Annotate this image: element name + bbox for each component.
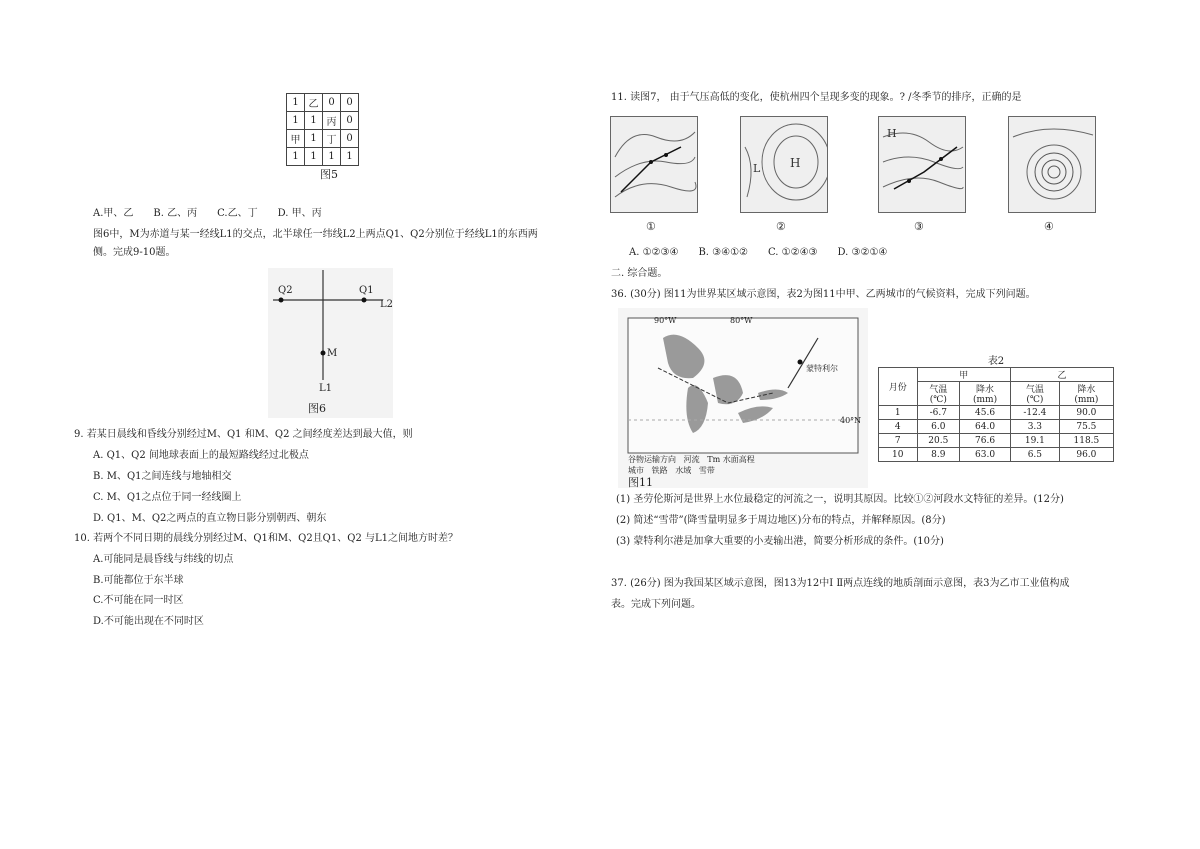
figure-6-caption: 图6: [308, 402, 326, 415]
svg-text:L: L: [753, 162, 761, 175]
weather-map-4-label: ④: [1044, 220, 1054, 233]
table-row: 7 20.5 76.6 19.1 118.5: [879, 434, 1114, 448]
point-q1: [362, 298, 367, 303]
q9-option-c: C. M、Q1之点位于同一经线圈上: [93, 492, 242, 503]
header-yi: 乙: [1010, 368, 1113, 382]
weather-map-3: [878, 116, 966, 213]
grid-cell: 0: [341, 130, 359, 148]
q11-options: A. ①②③④ B. ③④①② C. ①②④③ D. ③②①④: [629, 247, 888, 258]
label-q2: Q2: [278, 285, 293, 296]
weather-map-1: [610, 116, 698, 213]
q37-line1: 37. (26分) 图为我国某区域示意图，图13为12中Ⅰ Ⅱ两点连线的地质剖面示意图，表3为乙市工业值构成: [611, 578, 1070, 589]
q36-stem: 36. (30分) 图11为世界某区域示意图，表2为图11中甲、乙两城市的气候资料，完成下列问题。: [611, 289, 1036, 300]
q10-stem: 10. 若两个不同日期的晨线分别经过M、Q1和M、Q2且Q1、Q2 与L1之间地方时差？: [74, 533, 458, 544]
q10-option-c: C.不可能在同一时区: [93, 595, 184, 606]
grid-cell: 1: [305, 148, 323, 166]
grid-cell: 1: [287, 112, 305, 130]
legend-grain-route: 谷物运输方向: [628, 455, 676, 464]
grid-cell: 丙: [323, 112, 341, 130]
grid-cell: 1: [305, 112, 323, 130]
legend-river: 河流: [683, 455, 700, 464]
grid-cell: 0: [341, 94, 359, 112]
label-l1: L1: [319, 383, 333, 394]
header-precip-jia: 降水 (mm): [960, 382, 1011, 406]
table-row: 10 8.9 63.0 6.5 96.0: [879, 448, 1114, 462]
label-40n: 40°N: [840, 416, 862, 425]
section-2-heading: 二. 综合题。: [611, 268, 668, 279]
grid-row: [287, 94, 359, 112]
grid-row: [287, 112, 359, 130]
header-temp-yi: 气温 (℃): [1010, 382, 1059, 406]
legend-railway: 铁路: [651, 466, 668, 475]
grid-cell: 1: [341, 148, 359, 166]
svg-text:H: H: [790, 156, 801, 170]
grid-row: [287, 148, 359, 166]
grid-cell: 乙: [305, 94, 323, 112]
figure-11-caption: 图11: [628, 476, 653, 489]
header-month: 月份: [879, 368, 918, 406]
legend-water-elevation: Tm 水面高程: [707, 455, 755, 464]
figure-5: [286, 93, 372, 182]
weather-map-3-label: ③: [914, 220, 924, 233]
header-jia: 甲: [917, 368, 1010, 382]
q36-sub2: (2) 简述“雪带”(降雪量明显多于周边地区)分布的特点，并解释原因。(8分): [616, 515, 946, 526]
header-temp-jia: 气温 (℃): [917, 382, 960, 406]
label-l2: L2: [380, 299, 394, 310]
label-80w: 80°W: [730, 316, 753, 325]
q36-sub3: (3) 蒙特利尔港是加拿大重要的小麦输出港，简要分析形成的条件。(10分): [616, 536, 944, 547]
q9-option-b: B. M、Q1之间连线与地轴相交: [93, 471, 232, 482]
legend-water: 水域: [675, 466, 692, 475]
figure-11-legend: [628, 454, 858, 476]
grid-cell: 1: [287, 148, 305, 166]
grid-cell: 甲: [287, 130, 305, 148]
weather-map-3-isobars: [879, 117, 965, 212]
label-m: M: [327, 348, 338, 359]
grid-cell: 1: [323, 148, 341, 166]
weather-map-2-label: ②: [776, 220, 786, 233]
point-m: [321, 351, 326, 356]
figure-5-caption: 图5: [320, 168, 338, 181]
svg-text:H: H: [887, 127, 897, 140]
grid-cell: 0: [341, 112, 359, 130]
weather-map-2-isobars: [741, 117, 827, 212]
q9-stem: 9. 若某日晨线和昏线分别经过M、Q1 和M、Q2 之间经度差达到最大值，则: [74, 429, 413, 440]
city-montreal-dot: [798, 360, 803, 365]
figure-11: [618, 308, 868, 488]
q36-sub1: (1) 圣劳伦斯河是世界上水位最稳定的河流之一，说明其原因。比较①②河段水文特征的差异。(12分): [616, 494, 1064, 505]
q11-stem: 11. 读图7， 由于气压高低的变化，使杭州四个呈现多变的现象。? /冬季节的排序，正确的是: [611, 92, 1022, 103]
grid-cell: 1: [287, 94, 305, 112]
q8-options: A.甲、乙 B. 乙、丙 C.乙、丁 D. 甲、丙: [93, 208, 322, 219]
label-q1: Q1: [359, 285, 374, 296]
grid-row: [287, 130, 359, 148]
fig6-intro-line2: 侧。完成9-10题。: [93, 247, 176, 258]
q9-option-a: A. Q1、Q2 间地球表面上的最短路线经过北极点: [93, 450, 309, 461]
table-row: 4 6.0 64.0 3.3 75.5: [879, 420, 1114, 434]
fig6-intro-line1: 图6中，M为赤道与某一经线L1的交点，北半球任一纬线L2上两点Q1、Q2分别位于经线L1的东西两: [93, 229, 538, 240]
q10-option-b: B.可能都位于东半球: [93, 575, 184, 586]
point-q2: [279, 298, 284, 303]
table-2-grid: [878, 367, 1114, 462]
label-90w: 90°W: [654, 316, 677, 325]
weather-map-2: [740, 116, 828, 213]
table-row: 1 -6.7 45.6 -12.4 90.0: [879, 406, 1114, 420]
grid-cell: 丁: [323, 130, 341, 148]
weather-map-1-isobars: [611, 117, 697, 212]
figure-5-grid: [286, 93, 359, 166]
weather-map-1-label: ①: [646, 220, 656, 233]
table-2-title: 表2: [987, 356, 1005, 367]
legend-snowbelt: 雪带: [698, 466, 715, 475]
q10-option-a: A.可能同是晨昏线与纬线的切点: [93, 554, 234, 565]
legend-city: 城市: [628, 466, 644, 475]
table-2: [870, 352, 1122, 462]
q37-line2: 表。完成下列问题。: [611, 599, 701, 610]
grid-cell: 0: [323, 94, 341, 112]
q10-option-d: D.不可能出现在不同时区: [93, 616, 204, 627]
figure-6: [268, 268, 393, 418]
figure-7: [610, 116, 1130, 238]
q9-option-d: D. Q1、M、Q2之两点的直立物日影分别朝西、朝东: [93, 513, 327, 524]
grid-cell: 1: [305, 130, 323, 148]
header-precip-yi: 降水 (mm): [1059, 382, 1113, 406]
weather-map-4: [1008, 116, 1096, 213]
label-montreal: 蒙特利尔: [806, 364, 838, 373]
weather-map-4-isobars: [1009, 117, 1095, 212]
